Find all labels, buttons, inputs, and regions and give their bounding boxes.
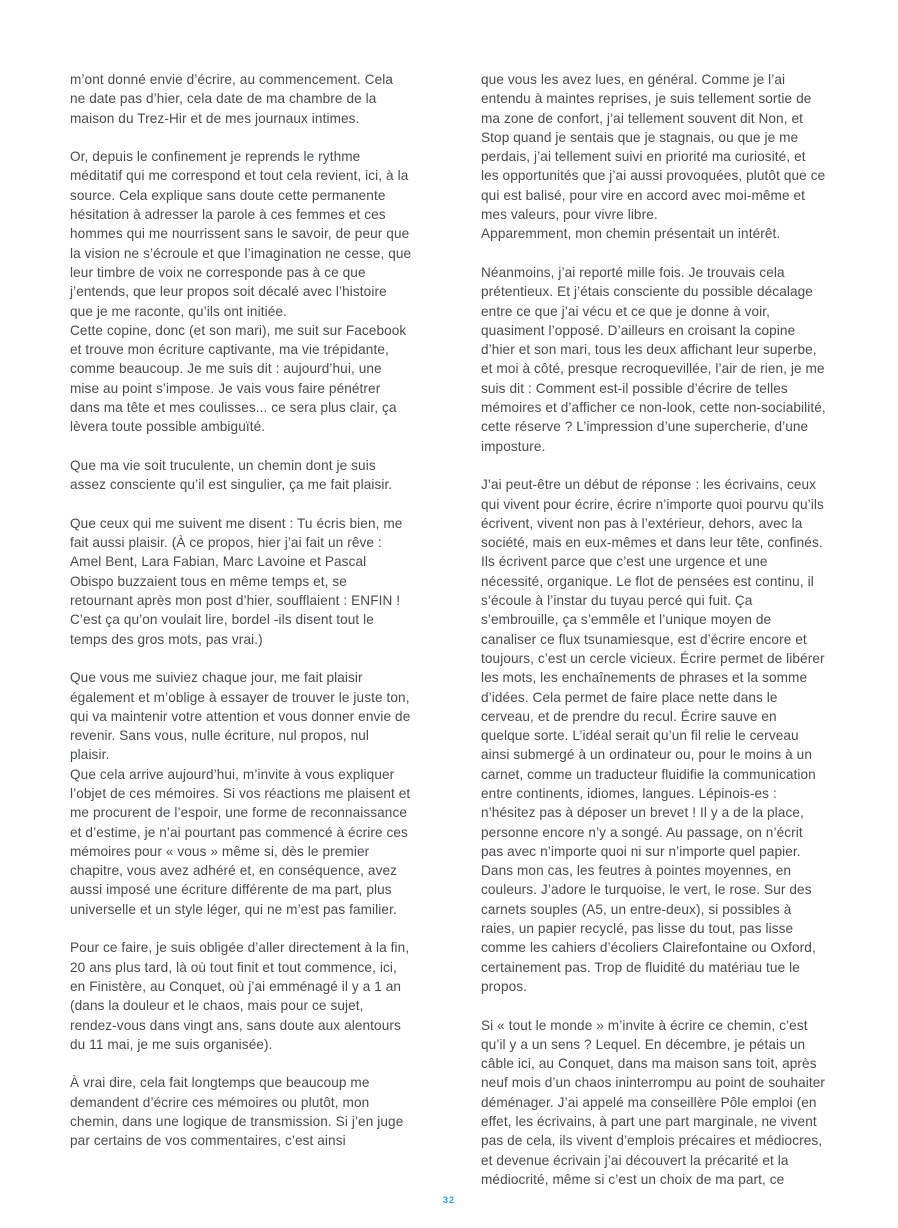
paragraph: Pour ce faire, je suis obligée d’aller directement à la fin, 20 ans plus tard, là où tout finit et tout commence, ici, en Finistère, au Conquet, où j’ai emménagé il y a 1 an (dans la douleur et le chaos, mais pour ce sujet, rendez-vous dans vingt ans, sans doute aux alentours du 11 mai, je me suis organisée). [70,940,410,1052]
paragraph: que vous les avez lues, en général. Comme je l’ai entendu à maintes reprises, je suis tellement sortie de ma zone de confort, j’ai tellement souvent dit Non, et Stop quand je sentais que je stagnais, ou que je me perdais, j’ai tellement suivi en priorité ma curiosité, et les opportunités que j’ai aussi provoquées, plutôt que ce qui est balisé, pour vire en accord avec moi-même et mes valeurs, pour vivre libre. [481,72,826,223]
paragraph: Cette copine, donc (et son mari), me suit sur Facebook et trouve mon écriture captivante, ma vie trépidante, comme beaucoup. Je me suis dit : aujourd’hui, une mise au point s’impose. Je vais vous faire pénétrer dans ma tête et mes coulisses... ce sera plus clair, ça lèvera toute possible ambiguïté. [70,322,407,435]
paragraph: Que vous me suiviez chaque jour, me fait plaisir également et m’oblige à essayer de trouver le juste ton, qui va maintenir votre attention et vous donner envie de revenir. Sans vous, nulle écriture, nul propos, nul plaisir. [70,670,411,763]
paragraph: m’ont donné envie d’écrire, au commencement. Cela ne date pas d’hier, cela date de ma chambre de la maison du Trez-Hir et de mes journaux intimes. [70,72,394,126]
paragraph: J’ai peut-être un début de réponse : les écrivains, ceux qui vivent pour écrire, écrire n’importe quoi pourvu qu’ils écrivent, vivent non pas à l’extérieur, dehors, avec la société, mais en eux-mêmes et dans leur tête, confinés. Ils écrivent parce que c’est une urgence et une nécessité, organique. Le flot de pensées est continu, il s’écoule à l’instar du tuyau percé qui fuit. Ça s’embrouille, ça s’emmêle et l’unique moyen de canaliser ce flux tsunamiesque, est d’écrire encore et toujours, c’est un cercle vicieux. Écrire permet de libérer les mots, les enchaînements de phrases et la somme d’idées. Cela permet de faire place nette dans le cerveau, et de prendre du recul. Écrire sauve en quelque sorte. L’idéal serait qu’un fil relie le cerveau ainsi submergé à un ordinateur ou, pour le moins à un carnet, comme un traducteur fluidifie la communication entre continents, idiomes, langues. Lépinois-es : n’hésitez pas à déposer un brevet ! Il y a de la place, personne encore n’y a songé. Au passage, on n’écrit pas avec n’importe quoi ni sur n’importe quel papier. Dans mon cas, les feutres à pointes moyennes, en couleurs. J’adore le turquoise, le vert, le rose. Sur des carnets souples (A5, un entre-deux), si possibles à raies, un papier recyclé, pas lisse du tout, pas lisse comme les cahiers d’écoliers Clairefontaine ou Oxford, certainement pas. Trop de fluidité du matériau tue le propos. [481,477,825,994]
paragraph: Or, depuis le confinement je reprends le rythme méditatif qui me correspond et tout cela revient, ici, à la source. Cela explique sans doute cette permanente hésitation à adresser la parole à ces femmes et ces hommes qui me nourrissent sans le savoir, de peur que la vision ne s’écroule et que l’imagination ne cesse, que leur timbre de voix ne corresponde pas à ce que j’entends, que leur propos soit décalé avec l’histoire que je me raconte, qu’ils ont initiée. [70,149,412,319]
text-column-left [70,70,412,1151]
paragraph: Apparemment, mon chemin présentait un intérêt. [481,226,781,242]
text-column-right [481,70,827,1189]
paragraph: Que ceux qui me suivent me disent : Tu écris bien, me fait aussi plaisir. (À ce propos, hier j’ai fait un rêve : Amel Bent, Lara Fabian, Marc Lavoine et Pascal Obispo buzzaient tous en même temps et, se retournant après mon post d’hier, soufflaient : ENFIN ! C’est ça qu’on voulait lire, bordel -ils disent tout le temps des gros mots, pas vrai.) [70,515,403,647]
paragraph: Néanmoins, j’ai reporté mille fois. Je trouvais cela prétentieux. Et j’étais consciente du possible décalage entre ce que j’ai vécu et ce que je donne à voir, quasiment l’opposé. D’ailleurs en croisant la copine d’hier et son mari, tous les deux affichant leur superbe, et moi à côté, presque recroquevillée, l’air de rien, je me suis dit : Comment est-il possible d’écrire de telles mémoires et d’afficher ce non-look, cette non-sociabilité, cette réserve ? L’impression d’une supercherie, d’une imposture. [481,264,826,454]
page-number: 32 [442,1195,455,1205]
paragraph: À vrai dire, cela fait longtemps que beaucoup me demandent d’écrire ces mémoires ou plutôt, mon chemin, dans une logique de transmission. Si j’en juge par certains de vos commentaires, c’est ainsi [70,1075,404,1149]
paragraph: Que cela arrive aujourd’hui, m’invite à vous expliquer l’objet de ces mémoires. Si vos réactions me plaisent et me procurent de l’espoir, une forme de reconnaissance et d’estime, je n’ai pourtant pas commencé à écrire ces mémoires pour « vous » même si, dès le premier chapitre, vous avez adhéré et, en conséquence, avez aussi imposé une écriture différente de ma part, plus universelle et un style léger, qui ne m’est pas familier. [70,766,411,917]
paragraph: Si « tout le monde » m’invite à écrire ce chemin, c’est qu’il y a un sens ? Lequel. En décembre, je pétais un câble ici, au Conquet, dans ma maison sans toit, après neuf mois d’un chaos ininterrompu au point de souhaiter déménager. J’ai appelé ma conseillère Pôle emploi (en effet, les écrivains, à part une part marginale, ne vivent pas de cela, ils vivent d’emplois précaires et médiocres, et devenue écrivain j’ai découvert la précarité et la médiocrité, même si c’est un choix de ma part, ce [481,1017,826,1187]
paragraph: Que ma vie soit truculente, un chemin dont je suis assez consciente qu’il est singulier, ça me fait plaisir. [70,457,393,493]
